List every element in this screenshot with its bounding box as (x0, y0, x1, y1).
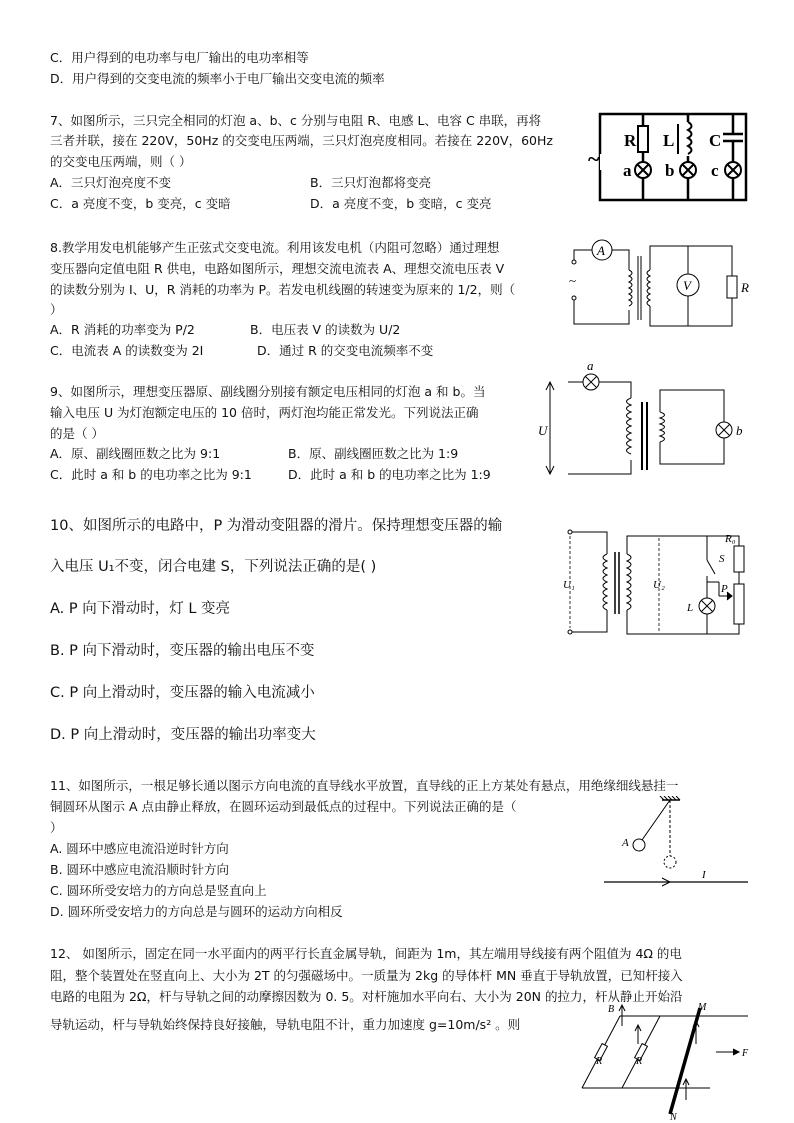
q12-stem-line2: 阻，整个装置处在竖直向上、大小为 2T 的匀强磁场中。一质量为 2kg 的导体杆 MN 垂直于导轨放置，已知杆接入 (50, 968, 683, 983)
q8-option-b: B．电压表 V 的读数为 U/2 (250, 322, 401, 337)
q7-option-d: D．a 亮度不变，b 变暗，c 变亮 (310, 196, 492, 211)
q8-resistor-label: R (741, 280, 749, 295)
q11-point-A-label: A (622, 837, 629, 849)
q12-resistor1-label: R (596, 1056, 603, 1067)
q8-option-c: C．电流表 A 的读数变为 2I (50, 343, 204, 358)
q11-figure (600, 796, 750, 892)
q7-option-a: A．三只灯泡亮度不变 (50, 175, 172, 190)
q8-circuit-figure (564, 234, 754, 330)
q8-stem-line4: ） (50, 302, 63, 317)
q9-option-c: C．此时 a 和 b 的电功率之比为 9:1 (50, 467, 252, 482)
q11-option-c: C. 圆环所受安培力的方向总是竖直向上 (50, 883, 267, 898)
q7-label-b: b (665, 161, 675, 180)
q11-stem-line3: ） (50, 820, 63, 835)
q10-option-d: D. P 向上滑动时，变压器的输出功率变大 (50, 727, 316, 743)
q9-option-d: D．此时 a 和 b 的电功率之比为 1:9 (288, 467, 491, 482)
q10-stem-line2: 入电压 U₁不变，闭合电建 S，下列说法正确的是( ) (50, 559, 377, 575)
q7-option-c: C．a 亮度不变，b 变亮，c 变暗 (50, 196, 231, 211)
q12-stem-line4: 导轨运动，杆与导轨始终保持良好接触，导轨电阻不计，重力加速度 g=10m/s² 。则 (50, 1017, 521, 1032)
q7-circuit-figure (588, 108, 758, 208)
q7-label-c: c (711, 161, 719, 180)
q12-stem-line3: 电路的电阻为 2Ω，杆与导轨之间的动摩擦因数为 0. 5。对杆施加水平向右、大小为 20N 的拉力，杆从静止开始沿 (50, 989, 683, 1004)
q11-current-label: I (702, 869, 706, 881)
q9-option-b: B．原、副线圈匝数之比为 1:9 (288, 446, 459, 461)
q9-option-a: A．原、副线圈匝数之比为 9:1 (50, 446, 221, 461)
q11-stem-line1: 11、如图所示，一根足够长通以图示方向电流的直导线水平放置，直导线的正上方某处有悬点，用绝缘细线悬挂一 (50, 778, 679, 793)
q6-option-c: C．用户得到的电功率与电厂输出的电功率相等 (50, 50, 309, 65)
q11-option-a: A. 圆环中感应电流沿逆时针方向 (50, 841, 229, 856)
q7-label-a: a (623, 161, 632, 180)
q8-stem-line2: 变压器向定值电阻 R 供电，电路如图所示，理想交流电流表 A、理想交流电压表 V (50, 261, 505, 276)
q9-stem-line2: 输入电压 U 为灯泡额定电压的 10 倍时，两灯泡均能正常发光。下列说法正确 (50, 405, 479, 420)
q9-stem-line1: 9、如图所示，理想变压器原、副线圈分别接有额定电压相同的灯泡 a 和 b。当 (50, 384, 486, 399)
q10-lamp-label: L (687, 602, 694, 614)
q9-lamp-a-label: a (587, 360, 594, 373)
q12-figure (578, 1002, 754, 1120)
q8-ammeter-label: A (597, 243, 605, 258)
q7-stem-line1: 7、如图所示，三只完全相同的灯泡 a、b、c 分别与电阻 R、电感 L、电容 C 串联，再将 (50, 113, 542, 128)
q7-label-L: L (663, 131, 675, 150)
q12-force-label: F (742, 1048, 749, 1059)
q11-option-d: D. 圆环所受安培力的方向总是与圆环的运动方向相反 (50, 904, 343, 919)
q10-option-a: A. P 向下滑动时，灯 L 变亮 (50, 601, 231, 617)
q8-stem-line1: 8.教学用发电机能够产生正弦式交变电流。利用该发电机（内阻可忽略）通过理想 (50, 240, 500, 255)
q12-stem-line1: 12、 如图所示，固定在同一水平面内的两平行长直金属导轨，间距为 1m，其左端用导线接有两个阻值为 4Ω 的电 (50, 946, 682, 961)
q12-point-N-label: N (670, 1112, 677, 1120)
q8-ac-source: ~ (569, 273, 577, 288)
q12-point-M-label: M (698, 1002, 707, 1013)
q7-label-C: C (709, 131, 722, 150)
q7-label-R: R (624, 131, 637, 150)
q7-option-b: B．三只灯泡都将变亮 (310, 175, 432, 190)
q8-voltmeter-label: V (683, 278, 691, 293)
q8-option-d: D．通过 R 的交变电流频率不变 (257, 343, 434, 358)
q9-voltage-label: U (538, 423, 548, 438)
q9-circuit-figure (538, 360, 753, 480)
q8-stem-line3: 的读数分别为 I、U，R 消耗的功率为 P。若发电机线圈的转速变为原来的 1/2，则（ (50, 282, 516, 297)
q10-switch-label: S (719, 553, 725, 565)
q12-field-label: B (608, 1004, 615, 1015)
q10-label-U2: U₂ (653, 579, 665, 591)
q12-resistor2-label: R (636, 1056, 643, 1067)
q7-stem-line3: 的交变电压两端，则（ ） (50, 154, 192, 169)
q10-circuit-figure (563, 524, 753, 640)
q11-stem-line2: 铜圆环从图示 A 点由静止释放，在圆环运动到最低点的过程中。下列说法正确的是（ (50, 799, 517, 814)
q10-label-U1: U₁ (563, 579, 575, 591)
q10-R0-label: R₀ (725, 533, 736, 545)
q6-option-d: D．用户得到的交变电流的频率小于电厂输出交变电流的频率 (50, 71, 385, 86)
q10-slider-label: P (721, 583, 728, 595)
q11-option-b: B. 圆环中感应电流沿顺时针方向 (50, 862, 230, 877)
q7-stem-line2: 三者并联，接在 220V，50Hz 的交变电压两端，三只灯泡亮度相同。若接在 220V，60Hz (50, 133, 553, 148)
q9-lamp-b-label: b (736, 423, 743, 438)
q10-stem-line1: 10、如图所示的电路中，P 为滑动变阻器的滑片。保持理想变压器的输 (50, 518, 503, 534)
q10-option-c: C. P 向上滑动时，变压器的输入电流减小 (50, 685, 315, 701)
q9-stem-line3: 的是（ ） (50, 426, 104, 441)
q8-option-a: A．R 消耗的功率变为 P/2 (50, 322, 195, 337)
q10-option-b: B. P 向下滑动时，变压器的输出电压不变 (50, 643, 315, 659)
q7-ac-source: ~ (588, 146, 600, 171)
